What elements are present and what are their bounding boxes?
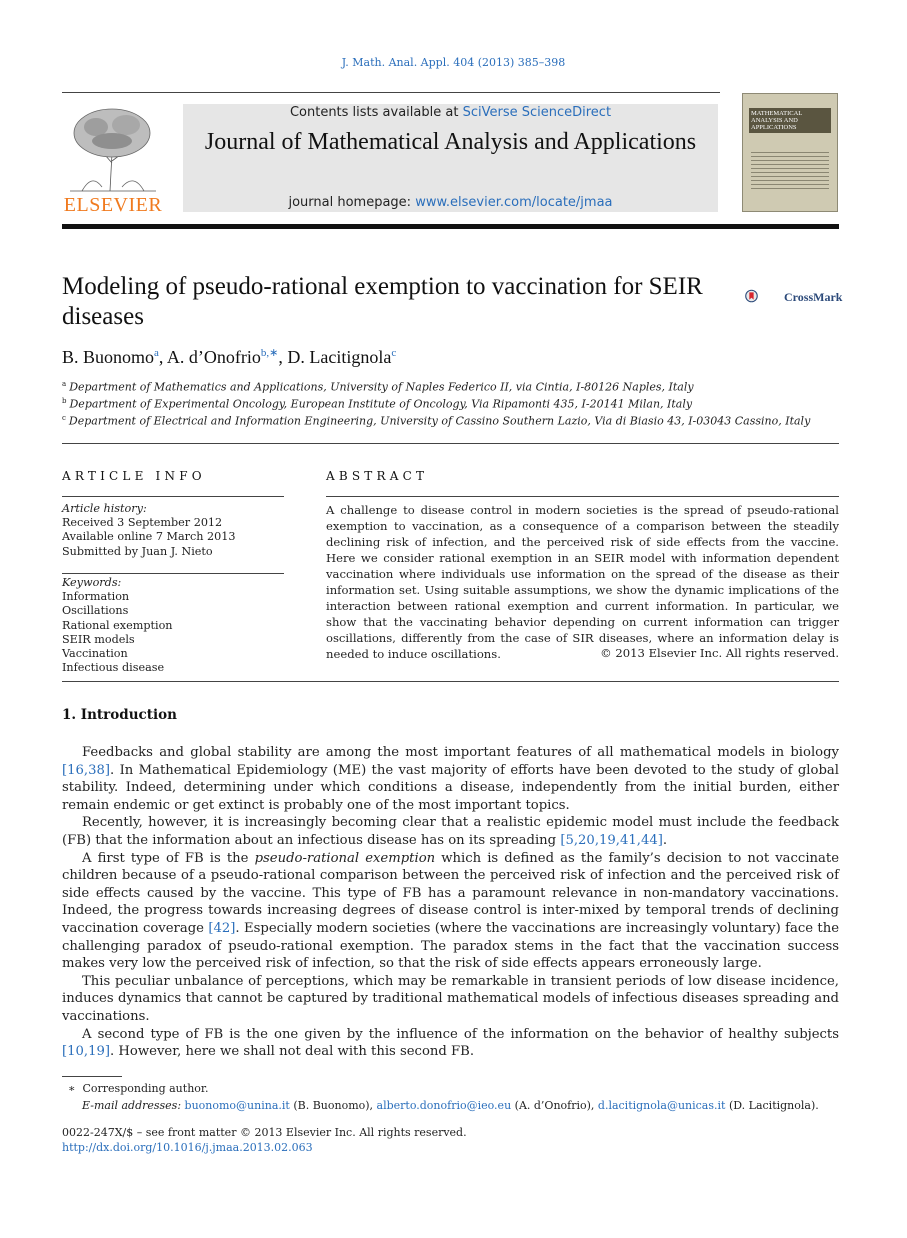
email-addresses bbox=[82, 1099, 819, 1112]
journal-homepage-line bbox=[183, 195, 718, 210]
paragraph-text: . In Mathematical Epidemiology (ME) the vast majority of efforts have been devoted to the study of global stability. Indeed, determining under which conditions a disease, independently from the initial burden, either remain endemic or get extinct is probably one of the most important topics. bbox=[62, 762, 839, 813]
keyword: Infectious disease bbox=[62, 661, 165, 675]
corresponding-author-note bbox=[68, 1082, 208, 1095]
journal-cover-thumbnail[interactable] bbox=[742, 93, 838, 212]
paragraph-text: which is defined as the family’s decision to not vaccinate children because of a pseudo-rational comparison between the perceived risk of infection and the perceived risk of side effects caused by the vaccine. This type of FB has a paramount relevance in non-mandatory vaccinations. Indeed, the progress towards increasing degrees of disease control is inter-mixed by temporal trends of declining vaccination coverage bbox=[62, 850, 839, 936]
sciencedirect-link[interactable]: SciVerse ScienceDirect bbox=[462, 105, 612, 120]
introduction-body bbox=[62, 744, 839, 1061]
intro-paragraph bbox=[62, 850, 839, 973]
intro-paragraph bbox=[62, 744, 839, 814]
publisher-wordmark[interactable]: ELSEVIER bbox=[63, 194, 163, 216]
paragraph-text: This peculiar unbalance of perceptions, which may be remarkable in transient periods of low disease incidence, induces dynamics that cannot be captured by traditional mathematical models of infectious diseases spreading and vaccinations. bbox=[62, 973, 839, 1024]
author-name[interactable]: A. d’Onofrio bbox=[166, 347, 261, 367]
abstract-text: A challenge to disease control in modern societies is the spread of pseudo-rational exemption to vaccination, as a consequence of a comparison between the steadily declining risk of infection, and the perceived risk of side effects from the vaccine. Here we consider rational exemption in an SEIR model with information dependent vaccination where individuals use information on the spread of the disease as their information set. Using suitable assumptions, we show the dynamic implications of the interaction between rational exemption and current information. In particular, we show that the vaccinating behavior depending on current information can trigger oscillations, differently from the case of SIR diseases, where an information delay is needed to induce oscillations. bbox=[326, 503, 839, 661]
affiliation-text: Department of Electrical and Information Engineering, University of Cassino Southern Lazio, Via di Biasio 43, I-03043 Cassino, Italy bbox=[68, 414, 811, 428]
paragraph-text: A second type of FB is the one given by the influence of the information on the behavior of healthy subjects bbox=[82, 1026, 839, 1042]
intro-paragraph bbox=[62, 973, 839, 1026]
crossmark-label[interactable]: CrossMark bbox=[784, 290, 843, 304]
intro-paragraph bbox=[62, 1026, 839, 1061]
history-label: Article history: bbox=[62, 502, 147, 515]
cover-title: MATHEMATICAL ANALYSIS AND APPLICATIONS bbox=[749, 108, 831, 133]
introduction-heading: 1. Introduction bbox=[62, 707, 177, 723]
affiliation-a bbox=[62, 380, 694, 394]
author-separator: , bbox=[278, 347, 288, 367]
front-matter-note: 0022-247X/$ – see front matter © 2013 Elsevier Inc. All rights reserved. bbox=[62, 1126, 467, 1139]
affiliation-text: Department of Experimental Oncology, European Institute of Oncology, Via Ripamonti 435, I-20141 Milan, Italy bbox=[69, 397, 693, 411]
homepage-prefix: journal homepage: bbox=[288, 195, 416, 210]
footnote-rule bbox=[62, 1076, 122, 1077]
email-owner: (D. Lacitignola). bbox=[725, 1099, 819, 1112]
received-date: Received 3 September 2012 bbox=[62, 516, 223, 530]
keyword: Oscillations bbox=[62, 604, 129, 618]
paragraph-text: . However, here we shall not deal with this second FB. bbox=[110, 1044, 475, 1060]
affiliation-b bbox=[62, 397, 692, 411]
article-history bbox=[62, 502, 235, 559]
keyword: Vaccination bbox=[62, 647, 128, 661]
journal-homepage-link[interactable]: www.elsevier.com/locate/jmaa bbox=[415, 195, 613, 210]
affiliation-marker: b bbox=[62, 397, 67, 405]
abstract-heading: ABSTRACT bbox=[326, 469, 429, 483]
affiliation-c bbox=[62, 414, 810, 428]
keyword: SEIR models bbox=[62, 632, 135, 646]
paragraph-text: A first type of FB is the bbox=[82, 850, 255, 866]
email-link[interactable]: buonomo@unina.it bbox=[184, 1099, 290, 1112]
online-date: Available online 7 March 2013 bbox=[62, 530, 236, 544]
header-thick-rule bbox=[62, 224, 839, 229]
contents-prefix: Contents lists available at bbox=[289, 105, 463, 120]
affiliation-rule bbox=[62, 443, 839, 444]
email-label: E-mail addresses: bbox=[82, 1099, 182, 1112]
author-list bbox=[62, 346, 396, 368]
doi-link[interactable]: http://dx.doi.org/10.1016/j.jmaa.2013.02.063 bbox=[62, 1141, 313, 1154]
journal-citation[interactable]: J. Math. Anal. Appl. 404 (2013) 385–398 bbox=[341, 56, 566, 69]
body-top-rule bbox=[62, 681, 839, 682]
paragraph-text: Feedbacks and global stability are among the most important features of all mathematical models in biology bbox=[82, 745, 839, 760]
affiliation-marker: c bbox=[62, 414, 66, 422]
crossmark-icon[interactable] bbox=[745, 278, 781, 314]
citation-link[interactable]: [42] bbox=[208, 920, 236, 936]
paragraph-text: . Especially modern societies (where the vaccinations are increasingly voluntary) face the challenging paradox of pseudo-rational exemption. The paradox stems in the fact that the vaccination success makes very low the perceived risk of infection, so that the risk of side effects appears erroneously large. bbox=[62, 920, 840, 972]
affiliation-marker: a bbox=[62, 380, 67, 388]
header-top-rule bbox=[62, 92, 720, 93]
keywords-label: Keywords: bbox=[62, 576, 122, 589]
abstract-copyright: © 2013 Elsevier Inc. All rights reserved. bbox=[600, 646, 839, 660]
keywords-rule bbox=[62, 573, 284, 574]
paragraph-text: Recently, however, it is increasingly becoming clear that a realistic epidemic model must include the feedback (FB) that the information about an infectious disease has on its spreading bbox=[62, 815, 839, 848]
article-info-rule bbox=[62, 496, 284, 497]
keyword: Information bbox=[62, 590, 130, 604]
article-info-heading: ARTICLE INFO bbox=[62, 469, 206, 483]
email-link[interactable]: alberto.donofrio@ieo.eu bbox=[376, 1099, 512, 1112]
article-title: Modeling of pseudo-rational exemption to vaccination for SEIR diseases bbox=[62, 273, 703, 330]
cover-contents-lines bbox=[751, 149, 829, 189]
email-owner: (A. d’Onofrio), bbox=[511, 1099, 598, 1112]
keyword: Rational exemption bbox=[62, 618, 173, 632]
author-affil-marker[interactable]: c bbox=[391, 347, 397, 359]
intro-paragraph bbox=[62, 814, 839, 849]
citation-link[interactable]: [5,20,19,41,44] bbox=[560, 832, 663, 848]
author-affil-marker[interactable]: b,∗ bbox=[260, 347, 279, 359]
contents-available-line bbox=[183, 105, 718, 120]
author-affil-marker[interactable]: a bbox=[154, 347, 159, 359]
author-name[interactable]: B. Buonomo bbox=[62, 347, 155, 367]
keywords-block bbox=[62, 576, 173, 675]
email-link[interactable]: d.lacitignola@unicas.it bbox=[597, 1099, 726, 1112]
emphasis-term: pseudo-rational exemption bbox=[254, 850, 436, 866]
paragraph-text: . bbox=[662, 832, 668, 848]
footnote-symbol: ∗ bbox=[68, 1082, 76, 1095]
citation-link[interactable]: [10,19] bbox=[62, 1044, 111, 1060]
author-separator: , bbox=[158, 347, 167, 367]
footnote-text: Corresponding author. bbox=[82, 1082, 209, 1095]
author-name[interactable]: D. Lacitignola bbox=[287, 347, 392, 367]
submitted-by: Submitted by Juan J. Nieto bbox=[62, 544, 213, 558]
journal-title: Journal of Mathematical Analysis and Applications bbox=[204, 129, 697, 155]
citation-link[interactable]: [16,38] bbox=[62, 762, 111, 778]
abstract-rule bbox=[326, 496, 839, 497]
email-owner: (B. Buonomo), bbox=[289, 1099, 377, 1112]
affiliation-text: Department of Mathematics and Applications, University of Naples Federico II, via Cintia, I-80126 Naples, Italy bbox=[69, 380, 694, 394]
